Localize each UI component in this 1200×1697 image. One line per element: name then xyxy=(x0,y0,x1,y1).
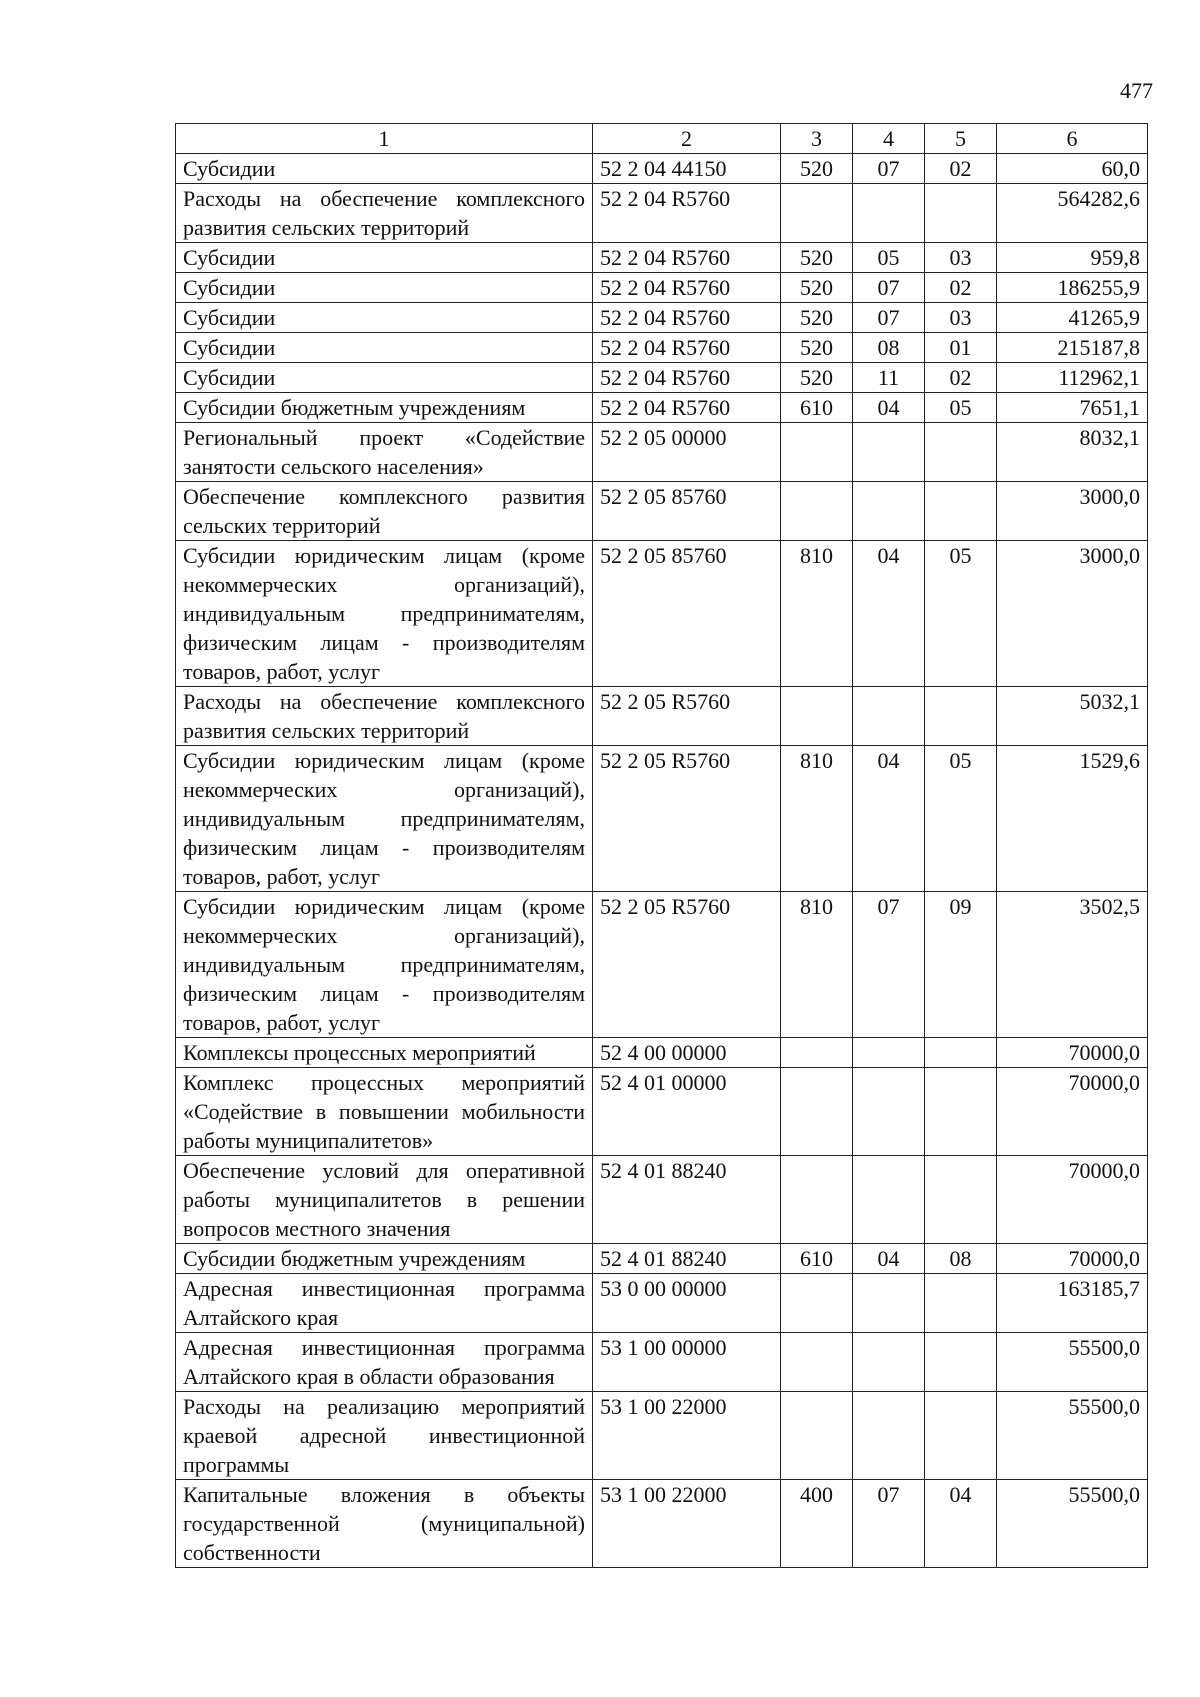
table-row xyxy=(176,303,1148,333)
subsection-cell: 03 xyxy=(925,243,997,273)
amount-cell: 70000,0 xyxy=(997,1156,1148,1244)
target-code-cell: 52 2 04 R5760 xyxy=(593,243,781,273)
table-row xyxy=(176,273,1148,303)
expense-type-cell xyxy=(781,1156,853,1244)
expense-type-cell xyxy=(781,184,853,243)
target-code-cell: 53 0 00 00000 xyxy=(593,1274,781,1333)
column-header-5: 5 xyxy=(925,124,997,154)
subsection-cell xyxy=(925,184,997,243)
target-code-cell: 52 4 00 00000 xyxy=(593,1038,781,1068)
target-code-cell: 52 2 05 R5760 xyxy=(593,746,781,892)
target-code-cell: 52 4 01 00000 xyxy=(593,1068,781,1156)
section-cell: 04 xyxy=(853,746,925,892)
expense-type-cell: 520 xyxy=(781,243,853,273)
subsection-cell: 05 xyxy=(925,393,997,423)
target-code-cell: 53 1 00 22000 xyxy=(593,1480,781,1568)
expense-name-cell: Обеспечение условий для оперативной работы муниципалитетов в решении вопросов местного значения xyxy=(176,1156,593,1244)
expense-name-cell: Субсидии xyxy=(176,243,593,273)
expense-name-cell: Субсидии юридическим лицам (кроме некоммерческих организаций), индивидуальным предпринимателям, физическим лицам - производителям товаров, работ, услуг xyxy=(176,541,593,687)
expense-type-cell: 520 xyxy=(781,303,853,333)
section-cell: 08 xyxy=(853,333,925,363)
expense-type-cell xyxy=(781,1392,853,1480)
expense-type-cell: 520 xyxy=(781,363,853,393)
section-cell: 07 xyxy=(853,1480,925,1568)
amount-cell: 70000,0 xyxy=(997,1068,1148,1156)
expense-type-cell: 520 xyxy=(781,154,853,184)
table-row xyxy=(176,243,1148,273)
subsection-cell xyxy=(925,1068,997,1156)
expense-type-cell: 610 xyxy=(781,393,853,423)
section-cell: 04 xyxy=(853,393,925,423)
expense-type-cell: 400 xyxy=(781,1480,853,1568)
table-row xyxy=(176,1038,1148,1068)
target-code-cell: 53 1 00 22000 xyxy=(593,1392,781,1480)
subsection-cell xyxy=(925,1156,997,1244)
expense-type-cell xyxy=(781,1274,853,1333)
table-row xyxy=(176,423,1148,482)
subsection-cell xyxy=(925,423,997,482)
expense-type-cell xyxy=(781,687,853,746)
subsection-cell: 04 xyxy=(925,1480,997,1568)
target-code-cell: 52 2 05 85760 xyxy=(593,482,781,541)
expense-name-cell: Обеспечение комплексного развития сельских территорий xyxy=(176,482,593,541)
expense-name-cell: Адресная инвестиционная программа Алтайского края в области образования xyxy=(176,1333,593,1392)
section-cell xyxy=(853,1333,925,1392)
expense-type-cell xyxy=(781,1068,853,1156)
section-cell: 07 xyxy=(853,273,925,303)
amount-cell: 60,0 xyxy=(997,154,1148,184)
amount-cell: 8032,1 xyxy=(997,423,1148,482)
subsection-cell: 09 xyxy=(925,892,997,1038)
expense-type-cell: 810 xyxy=(781,746,853,892)
target-code-cell: 52 2 04 R5760 xyxy=(593,184,781,243)
expense-type-cell: 810 xyxy=(781,541,853,687)
amount-cell: 41265,9 xyxy=(997,303,1148,333)
table-row xyxy=(176,1156,1148,1244)
table-row xyxy=(176,1333,1148,1392)
expense-name-cell: Адресная инвестиционная программа Алтайского края xyxy=(176,1274,593,1333)
subsection-cell xyxy=(925,482,997,541)
section-cell xyxy=(853,482,925,541)
table-row xyxy=(176,333,1148,363)
amount-cell: 112962,1 xyxy=(997,363,1148,393)
target-code-cell: 52 4 01 88240 xyxy=(593,1156,781,1244)
target-code-cell: 52 2 04 44150 xyxy=(593,154,781,184)
amount-cell: 70000,0 xyxy=(997,1244,1148,1274)
table-row xyxy=(176,184,1148,243)
expense-name-cell: Комплексы процессных мероприятий xyxy=(176,1038,593,1068)
expense-type-cell: 520 xyxy=(781,273,853,303)
section-cell: 07 xyxy=(853,303,925,333)
subsection-cell: 05 xyxy=(925,746,997,892)
column-header-2: 2 xyxy=(593,124,781,154)
expense-name-cell: Расходы на обеспечение комплексного развития сельских территорий xyxy=(176,687,593,746)
section-cell: 07 xyxy=(853,154,925,184)
expense-name-cell: Субсидии xyxy=(176,154,593,184)
section-cell: 05 xyxy=(853,243,925,273)
subsection-cell: 02 xyxy=(925,154,997,184)
table-row xyxy=(176,1274,1148,1333)
expense-type-cell: 520 xyxy=(781,333,853,363)
expense-type-cell xyxy=(781,423,853,482)
table-row xyxy=(176,687,1148,746)
amount-cell: 3000,0 xyxy=(997,541,1148,687)
expense-name-cell: Субсидии xyxy=(176,363,593,393)
expense-name-cell: Капитальные вложения в объекты государственной (муниципальной) собственности xyxy=(176,1480,593,1568)
amount-cell: 3502,5 xyxy=(997,892,1148,1038)
expense-name-cell: Субсидии бюджетным учреждениям xyxy=(176,393,593,423)
amount-cell: 70000,0 xyxy=(997,1038,1148,1068)
amount-cell: 215187,8 xyxy=(997,333,1148,363)
section-cell: 04 xyxy=(853,541,925,687)
target-code-cell: 52 2 04 R5760 xyxy=(593,273,781,303)
target-code-cell: 52 2 05 R5760 xyxy=(593,687,781,746)
expense-name-cell: Субсидии xyxy=(176,333,593,363)
subsection-cell xyxy=(925,1392,997,1480)
expense-type-cell xyxy=(781,1038,853,1068)
section-cell xyxy=(853,1392,925,1480)
table-row xyxy=(176,154,1148,184)
section-cell: 07 xyxy=(853,892,925,1038)
expense-name-cell: Расходы на обеспечение комплексного развития сельских территорий xyxy=(176,184,593,243)
table-row xyxy=(176,482,1148,541)
table-row xyxy=(176,541,1148,687)
section-cell xyxy=(853,423,925,482)
subsection-cell: 02 xyxy=(925,273,997,303)
column-header-6: 6 xyxy=(997,124,1148,154)
target-code-cell: 52 2 04 R5760 xyxy=(593,303,781,333)
budget-table xyxy=(175,123,1148,1568)
expense-type-cell: 610 xyxy=(781,1244,853,1274)
section-cell xyxy=(853,687,925,746)
column-header-4: 4 xyxy=(853,124,925,154)
target-code-cell: 52 4 01 88240 xyxy=(593,1244,781,1274)
subsection-cell: 03 xyxy=(925,303,997,333)
expense-name-cell: Субсидии бюджетным учреждениям xyxy=(176,1244,593,1274)
table-row xyxy=(176,1480,1148,1568)
target-code-cell: 52 2 04 R5760 xyxy=(593,393,781,423)
amount-cell: 3000,0 xyxy=(997,482,1148,541)
target-code-cell: 52 2 04 R5760 xyxy=(593,333,781,363)
amount-cell: 55500,0 xyxy=(997,1480,1148,1568)
target-code-cell: 52 2 05 85760 xyxy=(593,541,781,687)
amount-cell: 163185,7 xyxy=(997,1274,1148,1333)
table-row xyxy=(176,1244,1148,1274)
amount-cell: 186255,9 xyxy=(997,273,1148,303)
column-header-1: 1 xyxy=(176,124,593,154)
amount-cell: 564282,6 xyxy=(997,184,1148,243)
column-header-3: 3 xyxy=(781,124,853,154)
subsection-cell: 02 xyxy=(925,363,997,393)
section-cell xyxy=(853,1156,925,1244)
table-row xyxy=(176,1392,1148,1480)
expense-name-cell: Комплекс процессных мероприятий «Содействие в повышении мобильности работы муниципалитетов» xyxy=(176,1068,593,1156)
expense-type-cell xyxy=(781,482,853,541)
amount-cell: 7651,1 xyxy=(997,393,1148,423)
subsection-cell xyxy=(925,1274,997,1333)
amount-cell: 55500,0 xyxy=(997,1392,1148,1480)
table-row xyxy=(176,746,1148,892)
expense-name-cell: Расходы на реализацию мероприятий краевой адресной инвестиционной программы xyxy=(176,1392,593,1480)
subsection-cell: 05 xyxy=(925,541,997,687)
amount-cell: 959,8 xyxy=(997,243,1148,273)
table-row xyxy=(176,393,1148,423)
section-cell: 04 xyxy=(853,1244,925,1274)
table-row xyxy=(176,1068,1148,1156)
amount-cell: 5032,1 xyxy=(997,687,1148,746)
section-cell xyxy=(853,1038,925,1068)
table-body xyxy=(176,154,1148,1568)
subsection-cell: 08 xyxy=(925,1244,997,1274)
expense-type-cell xyxy=(781,1333,853,1392)
amount-cell: 1529,6 xyxy=(997,746,1148,892)
page-number: 477 xyxy=(1120,78,1153,103)
target-code-cell: 52 2 04 R5760 xyxy=(593,363,781,393)
amount-cell: 55500,0 xyxy=(997,1333,1148,1392)
expense-name-cell: Субсидии xyxy=(176,303,593,333)
section-cell xyxy=(853,1068,925,1156)
expense-name-cell: Субсидии юридическим лицам (кроме некоммерческих организаций), индивидуальным предпринимателям, физическим лицам - производителям товаров, работ, услуг xyxy=(176,892,593,1038)
table-row xyxy=(176,892,1148,1038)
expense-name-cell: Субсидии юридическим лицам (кроме некоммерческих организаций), индивидуальным предпринимателям, физическим лицам - производителям товаров, работ, услуг xyxy=(176,746,593,892)
target-code-cell: 53 1 00 00000 xyxy=(593,1333,781,1392)
expense-name-cell: Региональный проект «Содействие занятости сельского населения» xyxy=(176,423,593,482)
section-cell: 11 xyxy=(853,363,925,393)
section-cell xyxy=(853,1274,925,1333)
target-code-cell: 52 2 05 00000 xyxy=(593,423,781,482)
subsection-cell xyxy=(925,1038,997,1068)
subsection-cell xyxy=(925,687,997,746)
subsection-cell xyxy=(925,1333,997,1392)
expense-name-cell: Субсидии xyxy=(176,273,593,303)
target-code-cell: 52 2 05 R5760 xyxy=(593,892,781,1038)
subsection-cell: 01 xyxy=(925,333,997,363)
section-cell xyxy=(853,184,925,243)
table-row xyxy=(176,363,1148,393)
table-header-row xyxy=(176,124,1148,154)
expense-type-cell: 810 xyxy=(781,892,853,1038)
